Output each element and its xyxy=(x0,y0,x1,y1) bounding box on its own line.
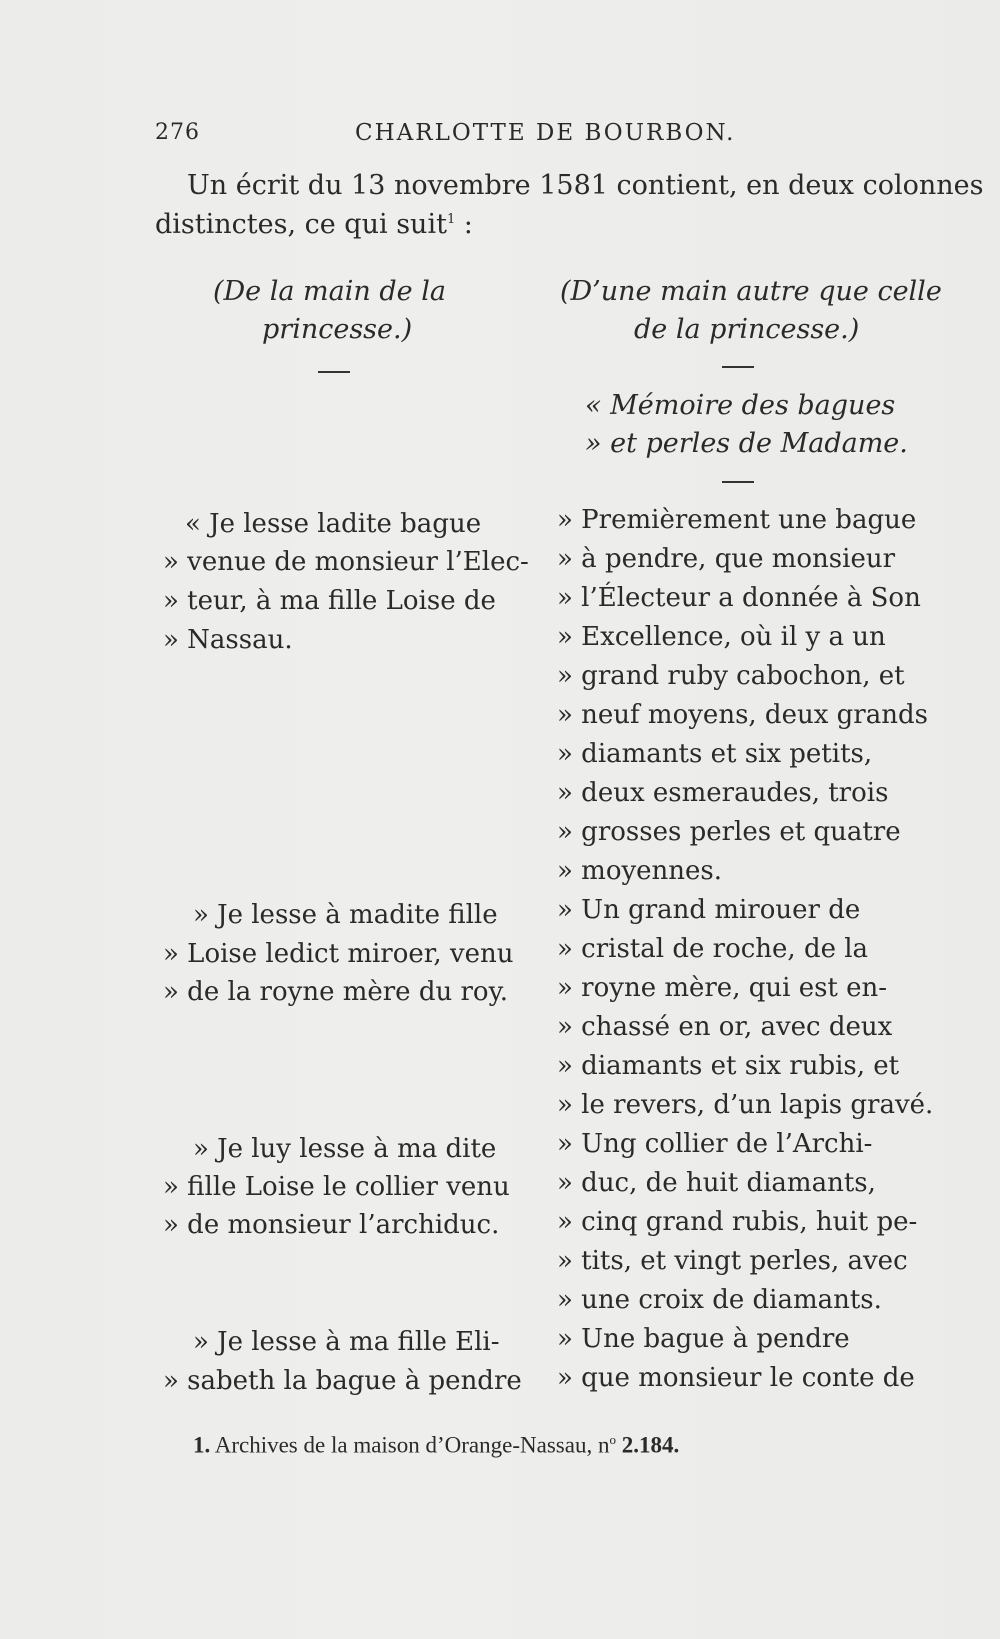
running-title: CHARLOTTE DE BOURBON. xyxy=(355,120,736,146)
right-line: » tits, et vingt perles, avec xyxy=(557,1246,908,1276)
left-line: » Je luy lesse à ma dite xyxy=(193,1134,497,1164)
footnote-sup: o xyxy=(609,1432,616,1447)
right-line: » à pendre, que monsieur xyxy=(557,544,896,574)
right-line: » deux esmeraudes, trois xyxy=(557,778,889,808)
intro-line-2-text: distinctes, ce qui suit xyxy=(155,209,447,240)
footnote-ref: 2.184. xyxy=(615,1432,680,1458)
left-line: » fille Loise le collier venu xyxy=(163,1172,510,1202)
right-line: » que monsieur le conte de xyxy=(557,1363,915,1393)
right-heading-line-2: de la princesse.) xyxy=(634,314,860,345)
right-heading-line-1: (D’une main autre que celle xyxy=(560,276,942,307)
right-line: » Une bague à pendre xyxy=(557,1324,850,1354)
right-heading-rule xyxy=(722,366,754,368)
right-line: » grand ruby cabochon, et xyxy=(557,661,905,691)
left-heading-rule xyxy=(318,371,350,373)
footnote-number: 1. xyxy=(193,1432,211,1458)
right-line: » Un grand mirouer de xyxy=(557,895,861,925)
intro-line-1: Un écrit du 13 novembre 1581 contient, en deux colonnes xyxy=(187,170,984,201)
right-line: » Ung collier de l’Archi- xyxy=(557,1129,873,1159)
right-line: » grosses perles et quatre xyxy=(557,817,901,847)
right-line: » royne mère, qui est en- xyxy=(557,973,888,1003)
right-line: » moyennes. xyxy=(557,856,723,886)
intro-line-2-end: : xyxy=(455,209,473,240)
left-heading-line-2: princesse.) xyxy=(262,314,413,345)
right-line: » une croix de diamants. xyxy=(557,1285,882,1315)
right-line: » Premièrement une bague xyxy=(557,505,917,535)
left-line: » de la royne mère du roy. xyxy=(163,977,509,1007)
page-number: 276 xyxy=(155,120,200,145)
footnote-text: Archives de la maison d’Orange-Nassau, n xyxy=(214,1432,610,1458)
left-line: » Nassau. xyxy=(163,625,293,655)
left-heading-line-1: (De la main de la xyxy=(213,276,446,307)
left-line: » Loise ledict miroer, venu xyxy=(163,939,514,969)
left-line: » teur, à ma fille Loise de xyxy=(163,586,496,616)
right-line: » diamants et six rubis, et xyxy=(557,1051,900,1081)
intro-line-2 xyxy=(155,209,473,240)
right-line: » duc, de huit diamants, xyxy=(557,1168,876,1198)
right-line: » Excellence, où il y a un xyxy=(557,622,886,652)
left-line: » sabeth la bague à pendre xyxy=(163,1366,522,1396)
right-line: » le revers, d’un lapis gravé. xyxy=(557,1090,934,1120)
right-line: » diamants et six petits, xyxy=(557,739,873,769)
left-line: » venue de monsieur l’Elec- xyxy=(163,547,529,577)
memo-heading-line-2: » et perles de Madame. xyxy=(585,428,908,459)
memo-heading-rule xyxy=(722,481,754,483)
right-line: » neuf moyens, deux grands xyxy=(557,700,928,730)
left-line: » Je lesse à madite fille xyxy=(193,900,498,930)
left-line: « Je lesse ladite bague xyxy=(185,509,482,539)
right-line: » chassé en or, avec deux xyxy=(557,1012,893,1042)
footnote xyxy=(193,1432,679,1459)
right-line: » l’Électeur a donnée à Son xyxy=(557,583,921,613)
left-line: » de monsieur l’archiduc. xyxy=(163,1210,500,1240)
right-line: » cristal de roche, de la xyxy=(557,934,869,964)
memo-heading-line-1: « Mémoire des bagues xyxy=(585,390,896,421)
footnote-reference: 1 xyxy=(446,212,456,227)
right-line: » cinq grand rubis, huit pe- xyxy=(557,1207,918,1237)
left-line: » Je lesse à ma fille Eli- xyxy=(193,1327,500,1357)
